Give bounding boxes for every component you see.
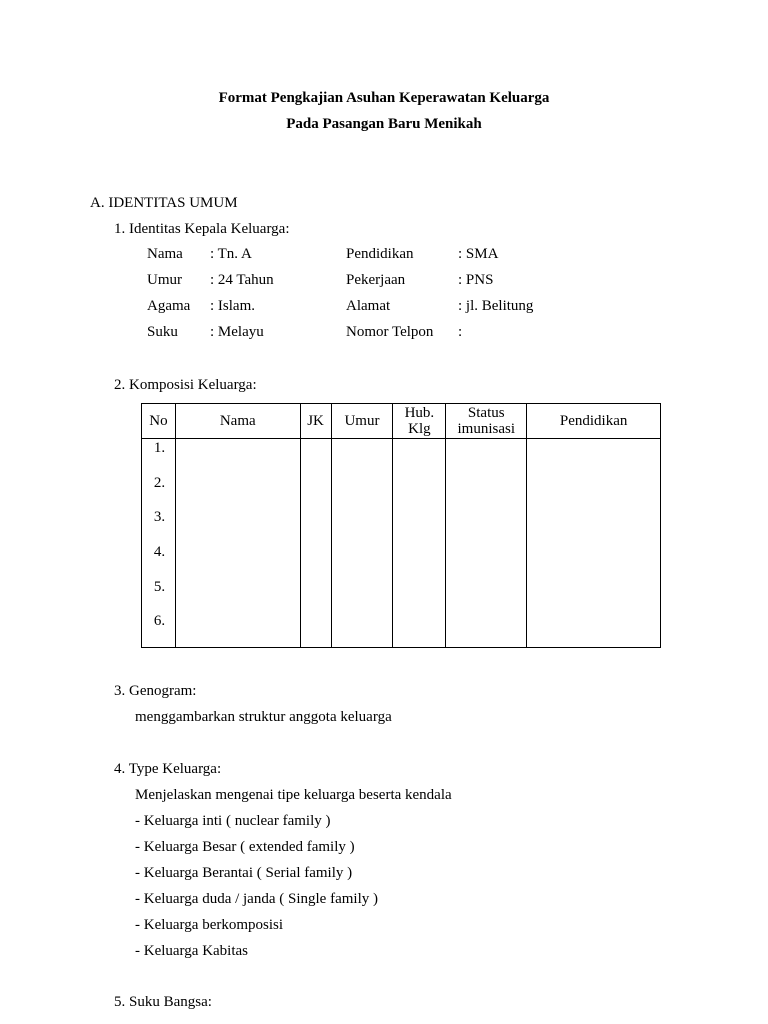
field-value-agama: : Islam. (210, 298, 255, 314)
item-5-label: 5. Suku Bangsa: (114, 994, 212, 1010)
document-subtitle: Pada Pasangan Baru Menikah (286, 116, 482, 132)
row-number: 1. (153, 440, 166, 456)
cell-status-imunisasi (446, 439, 527, 648)
cell-hub-klg (393, 439, 446, 648)
header-status-line1: Status (467, 405, 505, 421)
field-label-alamat: Alamat (346, 298, 391, 314)
cell-pendidikan (527, 439, 661, 648)
field-label-nama: Nama (147, 246, 183, 262)
header-hub-klg (393, 404, 446, 439)
field-value-nomor-telpon: : (458, 324, 463, 340)
field-value-pekerjaan: : PNS (458, 272, 494, 288)
header-nama: Nama (175, 404, 300, 439)
field-value-nama: : Tn. A (210, 246, 252, 262)
family-type-item: - Keluarga Berantai ( Serial family ) (135, 865, 353, 881)
field-label-pekerjaan: Pekerjaan (346, 272, 406, 288)
field-label-nomor-telpon: Nomor Telpon (346, 324, 434, 340)
family-type-item: - Keluarga berkomposisi (135, 917, 284, 933)
item-1-label: 1. Identitas Kepala Keluarga: (114, 221, 290, 237)
row-number: 6. (153, 613, 166, 630)
cell-no (142, 439, 176, 648)
row-number: 5. (153, 578, 166, 595)
family-type-item: - Keluarga inti ( nuclear family ) (135, 813, 331, 829)
field-value-pendidikan: : SMA (458, 246, 499, 262)
field-value-alamat: : jl. Belitung (458, 298, 534, 314)
item-4-label: 4. Type Keluarga: (114, 761, 222, 777)
cell-umur (331, 439, 393, 648)
header-status-line2: imunisasi (457, 421, 516, 437)
header-hub-line2: Klg (408, 421, 431, 437)
header-status-imunisasi (446, 404, 527, 439)
row-number: 2. (153, 474, 166, 491)
field-label-umur: Umur (147, 272, 182, 288)
field-label-suku: Suku (147, 324, 178, 340)
field-value-suku: : Melayu (210, 324, 264, 340)
family-type-item: - Keluarga duda / janda ( Single family ) (135, 891, 378, 907)
row-number: 4. (153, 544, 166, 561)
komposisi-keluarga-table (141, 403, 661, 648)
cell-nama (175, 439, 300, 648)
header-jk: JK (300, 404, 331, 439)
header-umur: Umur (331, 404, 393, 439)
row-number: 3. (153, 509, 166, 526)
cell-jk (300, 439, 331, 648)
item-3-desc: menggambarkan struktur anggota keluarga (135, 709, 392, 725)
field-value-umur: : 24 Tahun (210, 272, 274, 288)
family-type-item: - Keluarga Besar ( extended family ) (135, 839, 355, 855)
header-hub-line1: Hub. (404, 405, 435, 421)
header-no: No (142, 404, 176, 439)
table-header-row (142, 404, 661, 439)
item-2-label: 2. Komposisi Keluarga: (114, 377, 257, 393)
field-label-pendidikan: Pendidikan (346, 246, 414, 262)
header-pendidikan: Pendidikan (527, 404, 661, 439)
document-title: Format Pengkajian Asuhan Keperawatan Keluarga (218, 90, 550, 106)
family-type-item: - Keluarga Kabitas (135, 943, 249, 959)
table-row (142, 439, 661, 648)
item-3-label: 3. Genogram: (114, 683, 197, 699)
section-a-heading: A. IDENTITAS UMUM (90, 195, 238, 211)
item-4-desc: Menjelaskan mengenai tipe keluarga beserta kendala (135, 787, 452, 803)
field-label-agama: Agama (147, 298, 191, 314)
